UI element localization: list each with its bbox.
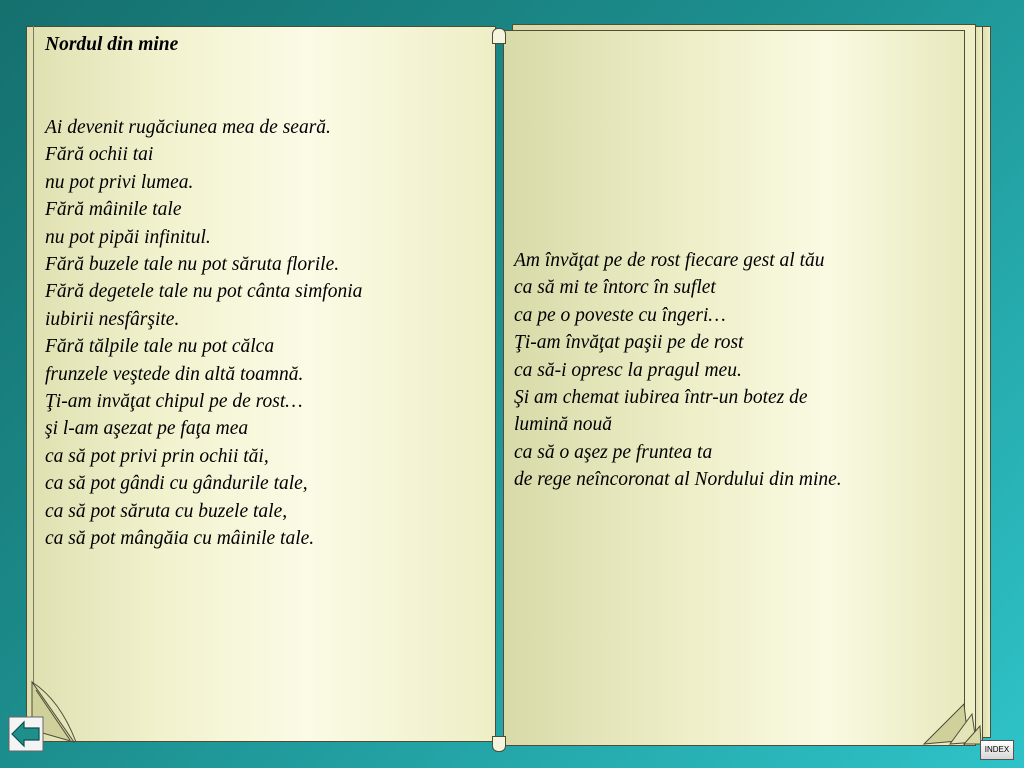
poem-line: ca să pot privi prin ochii tăi, [45,445,269,467]
poem-line: Fără mâinile tale [45,199,182,221]
poem-line: Am învăţat pe de rost fiecare gest al tău [514,250,825,271]
poem-text-right [514,247,842,494]
poem-line: Fără degetele tale nu pot cânta simfonia [45,281,363,303]
poem-title: Nordul din mine [45,34,179,55]
poem-line: nu pot privi lumea. [45,171,194,193]
poem-line: ca să o aşez pe fruntea ta [514,441,713,463]
poem-line: ca să mi te întorc în suflet [514,277,716,299]
poem-line: nu pot pipăi infinitul. [45,226,211,248]
poem-line: Fără buzele tale nu pot săruta florile. [45,254,340,276]
poem-text-left [45,114,362,553]
poem-line: ca să-i opresc la pragul meu. [514,359,742,381]
poem-line: de rege neîncoronat al Nordului din mine. [514,469,842,491]
page-border-line [33,26,34,702]
poem-line: lumină nouă [514,414,613,436]
poem-line: Ţi-am invăţat chipul pe de rost… [45,391,303,413]
poem-line: ca să pot săruta cu buzele tale, [45,500,288,522]
poem-line: Fără ochii tai [45,144,154,166]
poem-line: Fără tălpile tale nu pot călca [45,336,275,358]
book-spine-top [492,28,506,44]
book-spine-bottom [492,736,506,752]
poem-line: Ai devenit rugăciunea mea de seară. [45,117,331,138]
arrow-left-icon[interactable] [8,716,44,752]
page-curl-right-icon[interactable] [920,700,982,746]
poem-line: Ţi-am învăţat paşii pe de rost [514,332,744,354]
poem-line: ca să pot gândi cu gândurile tale, [45,473,308,495]
poem-line: şi l-am aşezat pe faţa mea [45,418,249,440]
poem-line: ca pe o poveste cu îngeri… [514,304,726,326]
poem-line: iubirii nesfârşite. [45,308,180,330]
poem-line: ca să pot mângăia cu mâinile tale. [45,528,315,550]
poem-line: frunzele veştede din altă toamnă. [45,363,304,385]
index-button[interactable]: INDEX [980,740,1014,760]
poem-line: Şi am chemat iubirea într-un botez de [514,387,808,409]
